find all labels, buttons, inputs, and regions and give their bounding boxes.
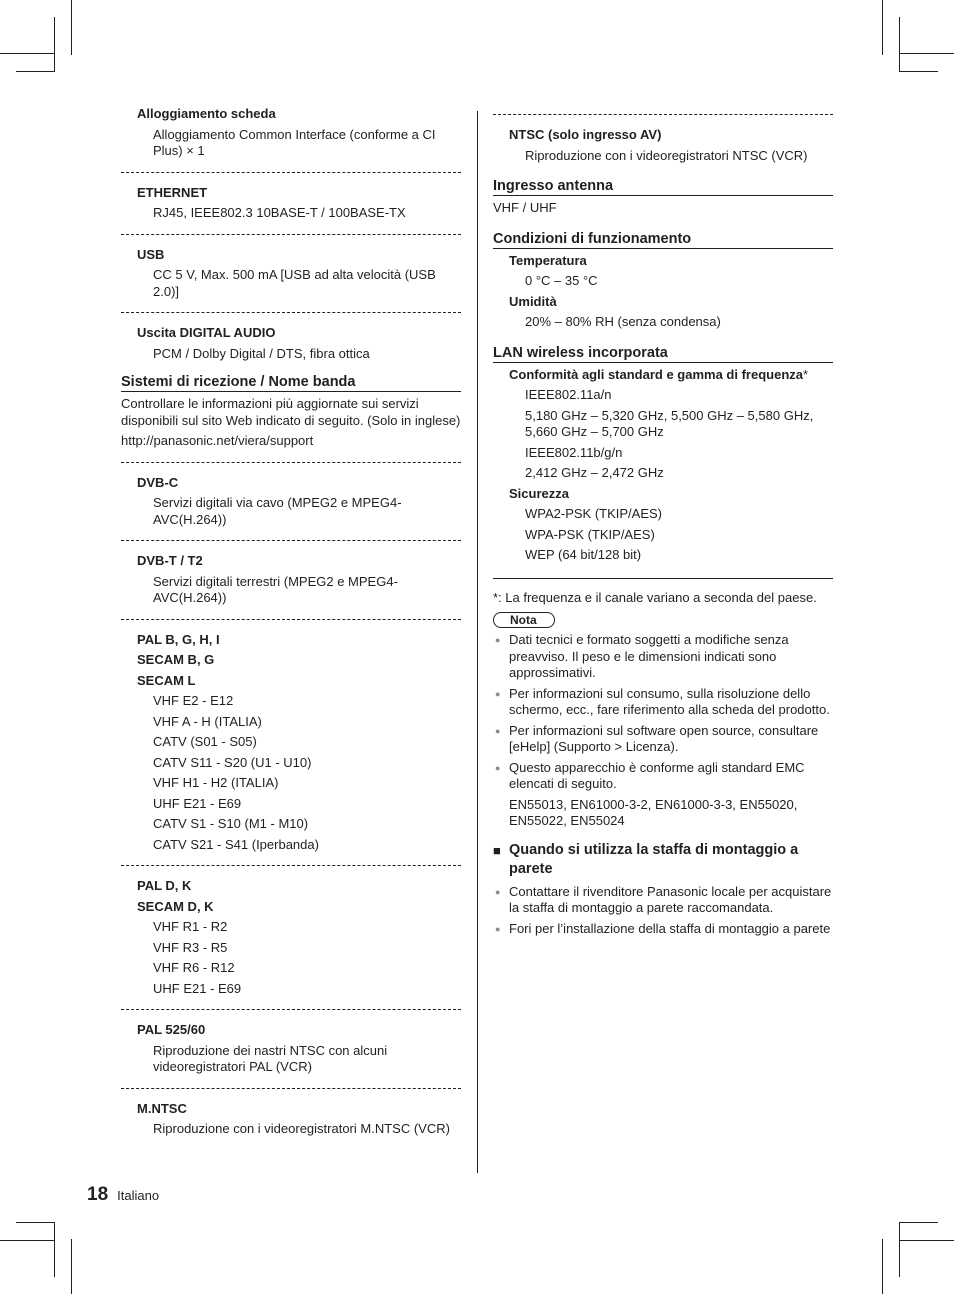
crop-mark xyxy=(71,0,72,55)
spec-value: Riproduzione con i videoregistratori M.NTSC (VCR) xyxy=(153,1121,450,1136)
spec-title: USB xyxy=(137,246,165,262)
bracket-heading xyxy=(493,841,833,879)
crop-mark xyxy=(71,1239,72,1294)
band-item: VHF A - H (ITALIA) xyxy=(153,713,262,729)
band-item: UHF E21 - E69 xyxy=(153,795,242,811)
left-column xyxy=(121,106,461,1138)
bracket-item: ● Fori per l’installazione della staffa di montaggio a parete xyxy=(493,921,833,938)
reception-section xyxy=(121,374,461,462)
section-heading: Ingresso antenna xyxy=(493,178,833,196)
crop-mark xyxy=(899,71,938,72)
system-title: SECAM B, G xyxy=(137,652,215,667)
crop-mark xyxy=(54,1222,55,1277)
footnote-mark: * xyxy=(803,366,809,382)
spec-dvbc xyxy=(121,463,461,541)
note-item: ● Per informazioni sul consumo, sulla risoluzione dello schermo, ecc., fare riferimento alla scheda del prodotto. xyxy=(493,686,833,719)
spec-usb xyxy=(121,235,461,313)
note-item: ● Dati tecnici e formato soggetti a modifiche senza preavviso. Il peso e le dimensioni indicati sono approssimativi. xyxy=(493,632,833,682)
security-item: WEP (64 bit/128 bit) xyxy=(525,547,642,562)
spec-value: Riproduzione con i videoregistratori NTSC (VCR) xyxy=(525,147,808,163)
standard-item: IEEE802.11a/n xyxy=(525,387,612,402)
crop-mark xyxy=(16,71,55,72)
bracket-item: ● Contattare il rivenditore Panasonic locale per acquistare la staffa di montaggio a parete raccomandata. xyxy=(493,884,833,917)
system-title: PAL D, K xyxy=(137,878,192,893)
reception-intro: Controllare le informazioni più aggiornate sui servizi disponibili sul sito Web indicato di seguito. (Solo in inglese) xyxy=(121,396,461,428)
spec-title: Uscita DIGITAL AUDIO xyxy=(137,325,276,340)
section-heading: Condizioni di funzionamento xyxy=(493,231,833,249)
bracket-section xyxy=(493,841,833,938)
spec-value: PCM / Dolby Digital / DTS, fibra ottica xyxy=(153,345,370,361)
solid-divider xyxy=(493,578,833,579)
frequency-item: 5,180 GHz – 5,320 GHz, 5,500 GHz – 5,580 GHz, 5,660 GHz – 5,700 GHz xyxy=(525,407,814,439)
right-column xyxy=(493,114,833,937)
crop-mark xyxy=(899,1240,954,1241)
column-divider xyxy=(477,111,478,1173)
security-item: WPA-PSK (TKIP/AES) xyxy=(525,526,655,542)
conditions-section xyxy=(493,231,833,345)
spec-value: Riproduzione dei nastri NTSC con alcuni videoregistratori PAL (VCR) xyxy=(153,1042,388,1074)
crop-mark xyxy=(882,1239,883,1294)
security-item: WPA2-PSK (TKIP/AES) xyxy=(525,506,663,521)
band-item: CATV S21 - S41 (Iperbanda) xyxy=(153,836,319,852)
crop-mark xyxy=(54,17,55,72)
temperature-label: Temperatura xyxy=(509,252,587,268)
spec-value: CC 5 V, Max. 500 mA [USB ad alta velocità (USB 2.0)] xyxy=(153,267,436,299)
spec-pal525 xyxy=(121,1010,461,1088)
note-item: ● Questo apparecchio è conforme agli standard EMC elencati di seguito. xyxy=(493,760,833,793)
spec-ntsc xyxy=(493,115,833,178)
crop-mark xyxy=(16,1222,55,1223)
footer-language: Italiano xyxy=(117,1188,160,1203)
antenna-value: VHF / UHF xyxy=(493,200,557,215)
spec-pal-dk xyxy=(121,866,461,1009)
conformity-label xyxy=(509,367,833,384)
spec-dvbt xyxy=(121,541,461,619)
band-item: VHF R3 - R5 xyxy=(153,939,228,955)
humidity-value: 20% – 80% RH (senza condensa) xyxy=(525,314,721,329)
emc-standards: EN55013, EN61000-3-2, EN61000-3-3, EN55020, EN55022, EN55024 xyxy=(509,796,798,828)
spec-pal-bg xyxy=(121,620,461,866)
crop-mark xyxy=(899,1222,900,1277)
standard-item: IEEE802.11b/g/n xyxy=(525,444,623,460)
footnote: *: La frequenza e il canale variano a seconda del paese. xyxy=(493,589,817,605)
spec-title: M.NTSC xyxy=(137,1100,187,1116)
spec-title: Alloggiamento scheda xyxy=(137,106,276,121)
crop-mark xyxy=(899,17,900,72)
band-item: VHF E2 - E12 xyxy=(153,693,234,708)
section-heading: Sistemi di ricezione / Nome banda xyxy=(121,374,461,392)
security-label: Sicurezza xyxy=(509,485,569,501)
antenna-section xyxy=(493,178,833,231)
band-item: UHF E21 - E69 xyxy=(153,980,242,996)
spec-title: PAL 525/60 xyxy=(137,1022,206,1037)
system-title: SECAM D, K xyxy=(137,898,214,914)
system-title: PAL B, G, H, I xyxy=(137,631,220,647)
spec-value: RJ45, IEEE802.3 10BASE-T / 100BASE-TX xyxy=(153,205,406,220)
spec-mntsc xyxy=(121,1089,461,1138)
spec-title: DVB-T / T2 xyxy=(137,553,203,568)
band-item: VHF R1 - R2 xyxy=(153,919,228,934)
band-item: CATV S11 - S20 (U1 - U10) xyxy=(153,754,312,770)
spec-title: ETHERNET xyxy=(137,184,208,200)
spec-value: Servizi digitali via cavo (MPEG2 e MPEG4-AVC(H.264)) xyxy=(153,495,402,527)
note-item: ● Per informazioni sul software open source, consultare [eHelp] (Supporto > Licenza). xyxy=(493,723,833,756)
system-title: SECAM L xyxy=(137,672,196,688)
spec-title: NTSC (solo ingresso AV) xyxy=(509,127,662,142)
note-box xyxy=(493,612,833,628)
frequency-item: 2,412 GHz – 2,472 GHz xyxy=(525,465,664,480)
crop-mark xyxy=(899,1222,938,1223)
crop-mark xyxy=(899,53,954,54)
page-footer xyxy=(87,1184,159,1206)
humidity-label: Umidità xyxy=(509,293,557,309)
crop-mark xyxy=(0,53,55,54)
spec-value: Servizi digitali terrestri (MPEG2 e MPEG4-AVC(H.264)) xyxy=(153,573,398,605)
spec-digital-audio xyxy=(121,313,461,374)
spec-ethernet xyxy=(121,173,461,234)
notes-list xyxy=(493,632,833,830)
spec-title: DVB-C xyxy=(137,474,179,490)
crop-mark xyxy=(0,1240,55,1241)
square-bullet-icon: ■ xyxy=(493,842,501,858)
spec-slot xyxy=(121,106,461,172)
crop-mark xyxy=(882,0,883,55)
support-url: http://panasonic.net/viera/support xyxy=(121,433,314,448)
bracket-heading-text: Quando si utilizza la staffa di montaggio a parete xyxy=(509,841,799,877)
note-label: Nota xyxy=(493,612,555,628)
band-item: CATV S1 - S10 (M1 - M10) xyxy=(153,816,309,831)
temperature-value: 0 °C – 35 °C xyxy=(525,273,598,288)
page-number: 18 xyxy=(87,1184,109,1205)
section-heading: LAN wireless incorporata xyxy=(493,345,833,363)
conformity-text: Conformità agli standard e gamma di frequenza xyxy=(509,366,803,382)
band-item: VHF H1 - H2 (ITALIA) xyxy=(153,775,279,790)
band-item: VHF R6 - R12 xyxy=(153,960,235,975)
spec-value: Alloggiamento Common Interface (conforme a CI Plus) × 1 xyxy=(153,126,436,158)
band-item: CATV (S01 - S05) xyxy=(153,734,257,749)
wireless-section xyxy=(493,345,833,576)
